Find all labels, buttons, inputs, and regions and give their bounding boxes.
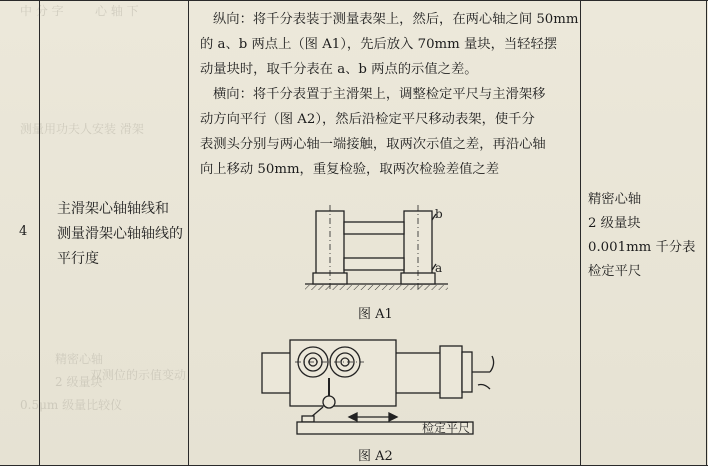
point-b-label: b	[435, 207, 443, 221]
bleed-through-text: 测量用功夫人安装 滑架	[20, 122, 144, 136]
bleed-through-text: 精密心轴	[55, 352, 104, 366]
bleed-through-text: 2 级量块	[55, 375, 103, 389]
tool-item: 检定平尺	[588, 264, 642, 279]
bleed-through-text: 中 分 字	[20, 4, 64, 18]
figure-a1-caption: 图 A1	[358, 307, 393, 322]
method-line: 横向：将千分表置于主滑架上，调整检定平尺与主滑架移	[213, 87, 546, 102]
point-a-label: a	[435, 261, 443, 275]
ruler-label: 检定平尺	[422, 421, 471, 435]
method-line: 动量块时，取千分表在 a、b 两点的示值之差。	[200, 62, 478, 77]
tool-item: 2 级量块	[588, 216, 641, 231]
method-line: 纵向：将千分表装于测量表架上，然后，在两心轴之间 50mm	[213, 12, 579, 27]
bleed-through-text: 心 轴 下	[95, 4, 139, 18]
tool-item: 0.001mm 千分表	[588, 240, 696, 255]
figure-a2	[262, 340, 494, 434]
bleed-through-text: 0.5μm 级量比较仪	[20, 398, 123, 412]
method-line: 表测头分别与两心轴一端接触，取两次示值之差，再沿心轴	[200, 137, 546, 152]
bleed-through-text: 双测位的示值变动	[90, 368, 187, 382]
method-line: 向上移动 50mm，重复检验，取两次检验差值之差	[200, 162, 500, 177]
method-line: 动方向平行（图 A2），然后沿检定平尺移动表架，使千分	[200, 112, 535, 127]
figure-a2-caption: 图 A2	[358, 449, 393, 464]
item-line: 测量滑架心轴轴线的	[57, 226, 183, 242]
item-line: 主滑架心轴轴线和	[57, 201, 169, 217]
item-line: 平行度	[57, 251, 99, 267]
method-line: 的 a、b 两点上（图 A1），先后放入 70mm 量块，当轻轻摆	[200, 37, 558, 52]
row-number: 4	[19, 224, 28, 239]
tool-item: 精密心轴	[588, 192, 642, 207]
figure-a1	[305, 205, 448, 290]
